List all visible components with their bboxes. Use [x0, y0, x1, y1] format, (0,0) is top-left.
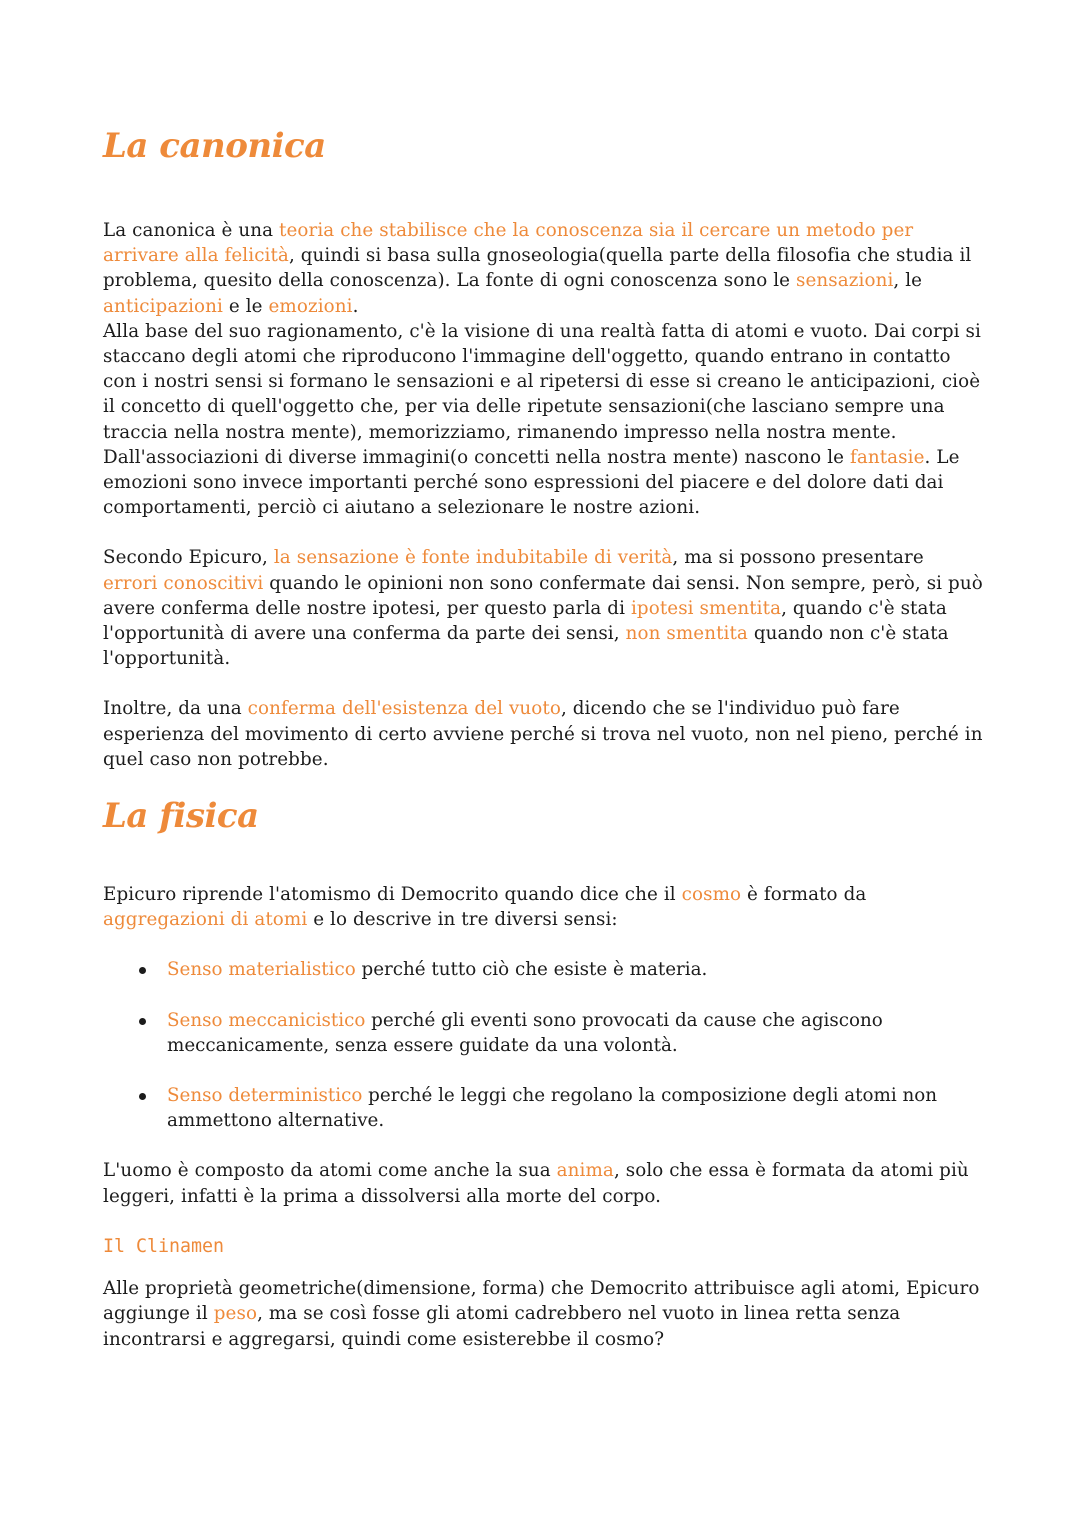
list-item — [103, 957, 983, 982]
highlight-term: emozioni — [268, 295, 353, 317]
text-run: , quindi si basa sulla gnoseologia(quella parte della filosofia che studia il problema, quesito della conoscenza). La fonte di ogni conoscenza sono le — [103, 245, 972, 292]
text-run: quando le opinioni non sono confermate dai sensi. Non sempre, però, si può avere conferma delle nostre ipotesi, per questo parla di — [103, 572, 983, 619]
fisica-paragraph-1 — [103, 882, 983, 932]
canonica-paragraph-2: Alla base del suo ragionamento, c'è la visione di una realtà fatta di atomi e vuoto. Dai corpi si staccano degli atomi che riproducono l'immagine dell'oggetto, quando entrano in contatto con i nostri sensi si formano le sensazioni e al ripetersi di esse si creano le anticipazioni, cioè il concetto di quell'oggetto che, per via delle ripetute sensazioni(che lasciano sempre una traccia nella nostra mente), memorizziamo, rimanendo impresso nella nostra mente. — [103, 320, 981, 443]
paragraph-gap — [103, 1209, 983, 1234]
text-run: quando non c'è stata l'opportunità. — [103, 623, 949, 670]
text-run: Alle proprietà geometriche(dimensione, forma) che Democrito attribuisce agli atomi, Epicuro aggiunge il — [103, 1278, 980, 1325]
text-run: e lo descrive in tre diversi sensi: — [307, 909, 618, 931]
text-run: perché tutto ciò che esiste è materia. — [355, 959, 708, 981]
canonica-paragraph-4 — [103, 545, 983, 671]
highlight-term: Senso deterministico — [167, 1085, 363, 1107]
highlight-term: aggregazioni di atomi — [103, 909, 308, 931]
highlight-term: peso — [213, 1303, 258, 1325]
canonica-paragraph-5 — [103, 696, 983, 772]
section-title-fisica: La fisica — [103, 796, 259, 837]
highlight-term: Senso materialistico — [167, 959, 356, 981]
text-run: perché le leggi che regolano la composizione degli atomi non ammettono alternative. — [167, 1085, 938, 1132]
paragraph-gap — [103, 520, 983, 545]
text-run: , ma si possono presentare — [672, 547, 924, 569]
paragraph-gap — [103, 1259, 983, 1276]
highlight-term: anima — [556, 1160, 614, 1182]
text-run: Secondo Epicuro, — [103, 547, 274, 569]
highlight-term: conferma dell'esistenza del vuoto — [247, 698, 561, 720]
text-run: Inoltre, da una — [103, 698, 248, 720]
highlight-term: anticipazioni — [103, 295, 223, 317]
text-run: , quando c'è stata l'opportunità di avere una conferma da parte dei sensi, — [103, 597, 947, 645]
text-run: , dicendo che se l'individuo può fare esperienza del movimento di certo avviene perché si trova nel vuoto, non nel pieno, perché in quel caso non potrebbe. — [103, 698, 983, 770]
highlight-term: sensazioni — [796, 270, 894, 292]
text-run: , solo che essa è formata da atomi più leggeri, infatti è la prima a dissolversi alla morte del corpo. — [103, 1160, 969, 1207]
highlight-term: Senso meccanicistico — [167, 1009, 366, 1031]
canonica-paragraph-1 — [103, 218, 983, 319]
text-run: è formato da — [741, 884, 867, 906]
list-item — [103, 1083, 983, 1133]
list-item — [103, 1008, 983, 1058]
highlight-term: cosmo — [681, 884, 742, 906]
highlight-term: la sensazione è fonte indubitabile di verità — [273, 547, 673, 569]
highlight-term: ipotesi smentita — [630, 597, 782, 619]
highlight-term: non smentita — [625, 623, 748, 645]
paragraph-gap — [103, 671, 983, 696]
fisica-paragraph-2 — [103, 1158, 983, 1208]
highlight-term: fantasie — [849, 446, 925, 468]
senses-list — [103, 957, 983, 1133]
text-run: , le — [893, 270, 923, 292]
text-run: , ma se così fosse gli atomi cadrebbero nel vuoto in linea retta senza incontrarsi e aggregarsi, quindi come esisterebbe il cosmo? — [103, 1303, 901, 1350]
text-run: perché gli eventi sono provocati da cause che agiscono meccanicamente, senza essere guidate da una volontà. — [167, 1009, 883, 1056]
subsection-title-clinamen: Il Clinamen — [103, 1235, 225, 1257]
section-title-canonica: La canonica — [103, 126, 326, 166]
paragraph-gap — [103, 932, 983, 957]
text-run: . Le emozioni sono invece importanti perché sono espressioni del piacere e del dolore dati dai comportamenti, perciò ci aiutano a selezionare le nostre azioni. — [103, 446, 960, 519]
highlight-term: errori conoscitivi — [103, 572, 264, 594]
text-run: Epicuro riprende l'atomismo di Democrito quando dice che il — [103, 884, 682, 906]
highlight-term: teoria che stabilisce che la conoscenza sia il cercare un metodo per arrivare alla felicità — [103, 220, 914, 267]
text-run: e le — [222, 295, 269, 317]
canonica-paragraph-3 — [103, 445, 983, 521]
text-run: L'uomo è composto da atomi come anche la sua — [103, 1160, 557, 1182]
text-run: La canonica è una — [103, 220, 280, 241]
clinamen-paragraph — [103, 1276, 983, 1352]
document-page — [103, 120, 983, 1352]
text-run: Dall'associazioni di diverse immagini(o concetti nella nostra mente) nascono le — [103, 446, 850, 468]
text-run: . — [352, 295, 359, 317]
